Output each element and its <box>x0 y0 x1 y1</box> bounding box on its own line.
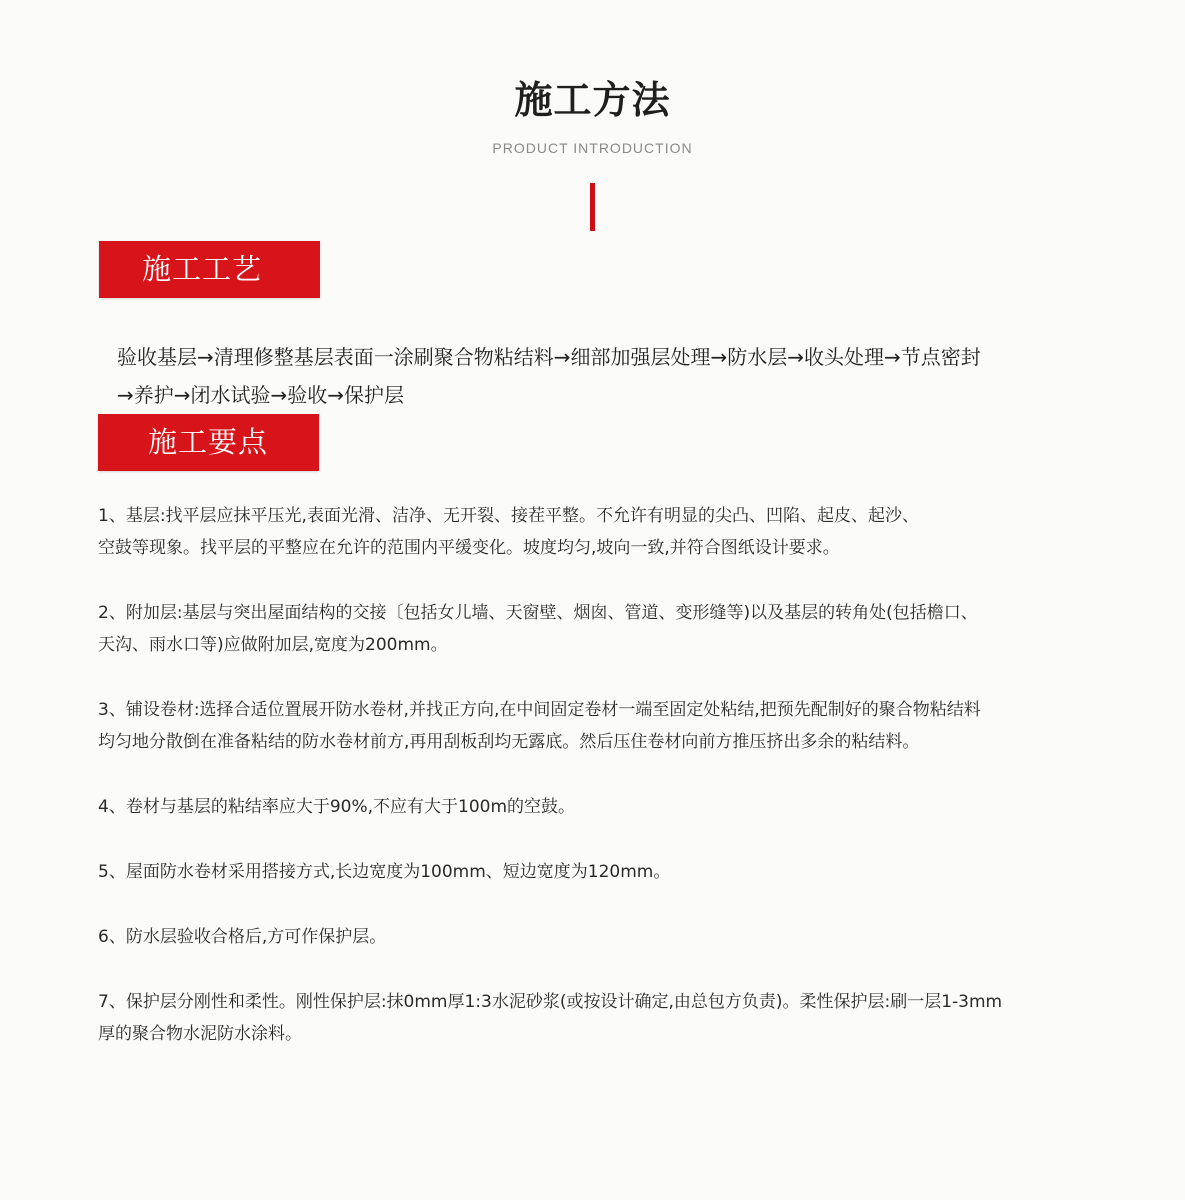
key-point-item <box>98 986 1088 1050</box>
key-point-item <box>98 791 1088 823</box>
red-divider <box>590 183 595 231</box>
key-points-list <box>98 500 1088 1083</box>
process-flow-text <box>117 338 1083 414</box>
process-line: 验收基层→清理修整基层表面一涂刷聚合物粘结料→细部加强层处理→防水层→收头处理→节点密封 <box>117 345 981 369</box>
key-point-item <box>98 856 1088 888</box>
section-tag-process: 施工工艺 <box>99 241 320 298</box>
process-line: →养护→闭水试验→验收→保护层 <box>117 383 405 407</box>
key-point-item <box>98 694 1088 758</box>
page-title: 施工方法 <box>514 78 671 122</box>
section-tag-key-points: 施工要点 <box>98 414 319 471</box>
key-point-line: 空鼓等现象。找平层的平整应在允许的范围内平缓变化。坡度均匀,坡向一致,并符合图纸设计要求。 <box>98 538 840 558</box>
key-point-line: 7、保护层分刚性和柔性。刚性保护层:抹0mm厚1:3水泥砂浆(或按设计确定,由总包方负责)。柔性保护层:刷一层1-3mm <box>98 992 1003 1012</box>
key-point-line: 均匀地分散倒在准备粘结的防水卷材前方,再用刮板刮均无露底。然后压住卷材向前方推压挤出多余的粘结料。 <box>98 732 920 752</box>
key-point-line: 6、防水层验收合格后,方可作保护层。 <box>98 927 387 947</box>
key-point-line: 3、铺设卷材:选择合适位置展开防水卷材,并找正方向,在中间固定卷材一端至固定处粘结,把预先配制好的聚合物粘结料 <box>98 700 981 720</box>
page-subtitle: PRODUCT INTRODUCTION <box>492 140 693 156</box>
key-point-item <box>98 500 1088 564</box>
key-point-line: 厚的聚合物水泥防水涂料。 <box>98 1024 302 1044</box>
key-point-line: 5、屋面防水卷材采用搭接方式,长边宽度为100mm、短边宽度为120mm。 <box>98 862 671 882</box>
key-point-line: 4、卷材与基层的粘结率应大于90%,不应有大于100m的空鼓。 <box>98 797 576 817</box>
key-point-line: 1、基层:找平层应抹平压光,表面光滑、洁净、无开裂、接茬平整。不允许有明显的尖凸、凹陷、起皮、起沙、 <box>98 506 919 526</box>
key-point-item <box>98 597 1088 661</box>
key-point-item <box>98 921 1088 953</box>
key-point-line: 2、附加层:基层与突出屋面结构的交接〔包括女儿墙、天窗壁、烟囱、管道、变形缝等)以及基层的转角处(包括檐口、 <box>98 603 978 623</box>
key-point-line: 天沟、雨水口等)应做附加层,宽度为200mm。 <box>98 635 448 655</box>
